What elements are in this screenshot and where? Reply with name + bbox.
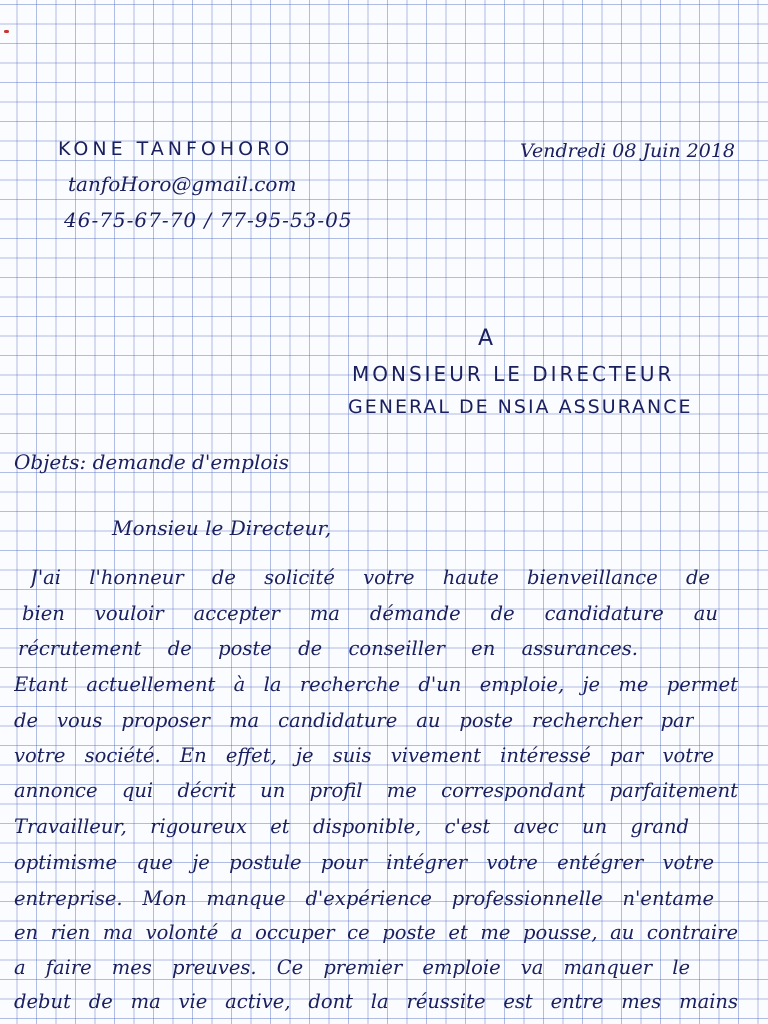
body-line: en rien ma volonté a occuper ce poste et me pousse, au contraire [14, 921, 738, 944]
body-line: votre société. En effet, je suis vivement intéressé par votre [14, 744, 714, 767]
sender-email: tanfoHoro@gmail.com [68, 172, 297, 196]
body-line: Travailleur, rigoureux et disponible, c'est avec un grand [14, 815, 689, 838]
recipient-line-1: MONSIEUR LE DIRECTEUR [352, 362, 675, 386]
body-line: Etant actuellement à la recherche d'un emploie, je me permet [14, 673, 738, 696]
sender-name: KONE TANFOHORO [58, 138, 294, 160]
salutation: Monsieu le Directeur, [112, 516, 332, 540]
letter-subject: Objets: demande d'emplois [14, 450, 290, 474]
body-line: de vous proposer ma candidature au poste rechercher par [14, 709, 694, 732]
body-line: debut de ma vie active, dont la réussite est entre mes mains [14, 990, 738, 1013]
body-line: J'ai l'honneur de solicité votre haute bienveillance de [30, 566, 710, 589]
body-line: annonce qui décrit un profil me correspondant parfaitement [14, 779, 738, 802]
letter-date: Vendredi 08 Juin 2018 [520, 140, 736, 162]
body-line: a faire mes preuves. Ce premier emploie va manquer le [14, 956, 690, 979]
recipient-line-2: GENERAL DE NSIA ASSURANCE [348, 396, 693, 418]
recipient-to: A [478, 326, 496, 351]
body-line: récrutement de poste de conseiller en assurances. [18, 637, 638, 660]
body-line: entreprise. Mon manque d'expérience professionnelle n'entame [14, 887, 714, 910]
body-line: optimisme que je postule pour intégrer votre entégrer votre [14, 851, 714, 874]
sender-phones: 46-75-67-70 / 77-95-53-05 [64, 208, 353, 232]
paper-mark [4, 30, 9, 33]
body-line: bien vouloir accepter ma démande de candidature au [22, 602, 718, 625]
